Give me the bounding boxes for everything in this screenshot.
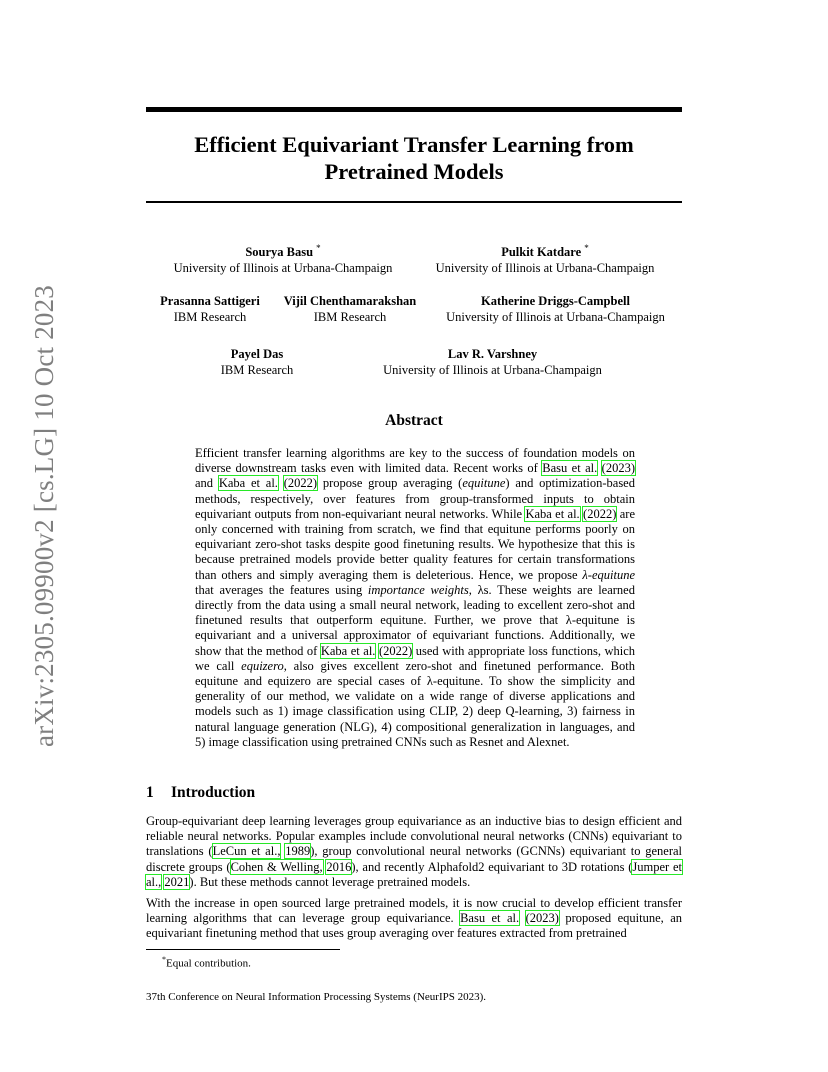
author-name: Prasanna Sattigeri — [160, 294, 260, 308]
abstract-text: are only concerned with training from scratch, we find that equitune performs poorly on equivariant zero-shot tasks despite good finetuning results. We hypothesize that this is because pretrained models provide better quality features for certain transformations than others and simply averaging them is deleterious. Hence, we propose — [195, 506, 635, 582]
abstract-text: Efficient transfer learning algorithms are key to the success of foundation models on diverse downstream tasks even with limited data. Recent works of — [195, 446, 635, 476]
citation-link[interactable]: 2021 — [164, 874, 190, 889]
section-heading — [146, 784, 255, 802]
equal-contribution-mark: * — [316, 243, 321, 253]
abstract-emphasis: equizero — [241, 658, 284, 673]
abstract-text: , also gives excellent zero-shot and finetuned performance. Both equitune and equizero are special cases of λ-equitune. To show the simplicity and generality of our method, we validate on a wide range of diverse applications and models such as 1) image classification using CLIP, 2) deep Q-learning, 3) fairness in natural language generation (NLG), 4) compositional generalization in languages, and 5) image classification using pretrained CNNs such as Resnet and Alexnet. — [195, 658, 635, 749]
paper-title — [146, 131, 682, 185]
citation-link[interactable]: LeCun et al., — [212, 844, 281, 859]
arxiv-identifier: arXiv:2305.09900v2 [cs.LG] 10 Oct 2023 — [29, 284, 59, 748]
body-text: Group-equivariant deep learning leverages group equivariance as an inductive bias to design efficient and reliable neural networks. Popular examples include convolutional neural networks (CNNs) equivariant to translations ( — [146, 814, 682, 859]
abstract-text: ) and optimization-based methods, respectively, over features from group-transformed inputs to obtain equivariant outputs from non-equivariant neural networks. While — [195, 476, 635, 521]
footnote-text: Equal contribution. — [166, 957, 251, 970]
footnote — [162, 953, 251, 971]
abstract-text: and — [195, 476, 219, 491]
citation-link[interactable]: Cohen & Welling, — [230, 859, 323, 874]
title-bottom-rule — [146, 201, 682, 203]
author-block — [437, 293, 674, 325]
citation-link[interactable]: (2022) — [283, 476, 318, 491]
citation-link[interactable]: (2023) — [525, 911, 559, 926]
body-text: proposed equitune, an equivariant finetuning method that uses group averaging over features extracted from pretrained — [146, 911, 683, 941]
citation-link[interactable]: Jumper et al., — [146, 859, 682, 889]
footnote-rule — [146, 949, 340, 950]
abstract-emphasis: importance weights — [367, 582, 469, 597]
author-name: Lav R. Varshney — [447, 347, 538, 361]
section-number: 1 — [146, 784, 154, 801]
abstract-text — [278, 476, 284, 490]
abstract-text: , λs. These weights are learned directly from the data using a small neural network, leading to excellent zero-shot and finetuned results that outperform equitune. Further, we prove that λ-equitune is equivariant and a universal approximator of equivariant functions. Additionally, we show that the method of — [195, 582, 635, 658]
abstract-text: propose group averaging ( — [317, 476, 463, 491]
body-text: ), and recently Alphafold2 equivariant to 3D rotations ( — [351, 859, 633, 874]
citation-link[interactable]: (2022) — [583, 506, 617, 521]
section-title: Introduction — [171, 784, 256, 801]
citation-link[interactable]: (2023) — [601, 461, 635, 476]
author-affiliation: University of Illinois at Urbana-Champaign — [435, 261, 655, 276]
abstract-heading: Abstract — [385, 412, 443, 429]
abstract-emphasis: equitune — [462, 476, 506, 491]
author-name: Payel Das — [230, 347, 284, 361]
abstract-text: that averages the features using — [195, 582, 368, 597]
abstract-text: used with appropriate loss functions, which we call — [195, 643, 636, 673]
citation-link[interactable]: Kaba et al. — [320, 643, 376, 658]
intro-paragraph — [146, 896, 682, 942]
author-affiliation: IBM Research — [220, 363, 294, 377]
intro-paragraph — [146, 814, 682, 890]
equal-contribution-mark: * — [584, 243, 589, 253]
author-block — [374, 346, 611, 378]
author-affiliation: University of Illinois at Urbana-Champaign — [383, 363, 602, 377]
abstract-text — [597, 461, 601, 475]
abstract-body — [195, 446, 635, 750]
author-name: Sourya Basu — [245, 245, 314, 260]
author-affiliation: IBM Research — [173, 310, 247, 324]
title-top-rule — [146, 107, 682, 112]
citation-link[interactable]: 1989 — [285, 844, 311, 859]
author-block — [151, 293, 269, 325]
title-line-1: Efficient Equivariant Transfer Learning from — [194, 132, 634, 157]
body-text — [519, 911, 525, 925]
body-text: With the increase in open sourced large pretrained models, it is now crucial to develop efficient transfer learning algorithms that can leverage group equivariance. — [146, 896, 682, 926]
author-affiliation: University of Illinois at Urbana-Champaign — [446, 310, 665, 324]
abstract-emphasis: λ-equitune — [582, 567, 635, 582]
citation-link[interactable]: Kaba et al. — [218, 476, 278, 491]
author-affiliation: University of Illinois at Urbana-Champaign — [173, 261, 393, 276]
title-line-2: Pretrained Models — [324, 159, 504, 184]
conference-note: 37th Conference on Neural Information Processing Systems (NeurIPS 2023). — [146, 991, 487, 1003]
author-name: Pulkit Katdare — [501, 245, 582, 260]
author-block — [166, 240, 400, 276]
author-affiliation: IBM Research — [313, 310, 387, 324]
citation-link[interactable]: Kaba et al. — [525, 506, 580, 521]
citation-link[interactable]: 2016 — [326, 859, 352, 874]
introduction-body — [146, 814, 682, 942]
author-block — [276, 293, 424, 325]
author-name: Katherine Driggs-Campbell — [481, 294, 630, 308]
citation-link[interactable]: Basu et al. — [542, 461, 598, 476]
author-block — [207, 346, 307, 378]
author-name: Vijil Chenthamarakshan — [283, 294, 417, 308]
citation-link[interactable]: (2022) — [378, 643, 413, 658]
body-text: ), group convolutional neural networks (GCNNs) equivariant to general discrete groups ( — [146, 844, 683, 874]
footnote-mark: * — [162, 955, 166, 964]
citation-link[interactable]: Basu et al. — [460, 911, 520, 926]
author-block — [428, 240, 662, 276]
body-text: ). But these methods cannot leverage pretrained models. — [189, 874, 471, 889]
